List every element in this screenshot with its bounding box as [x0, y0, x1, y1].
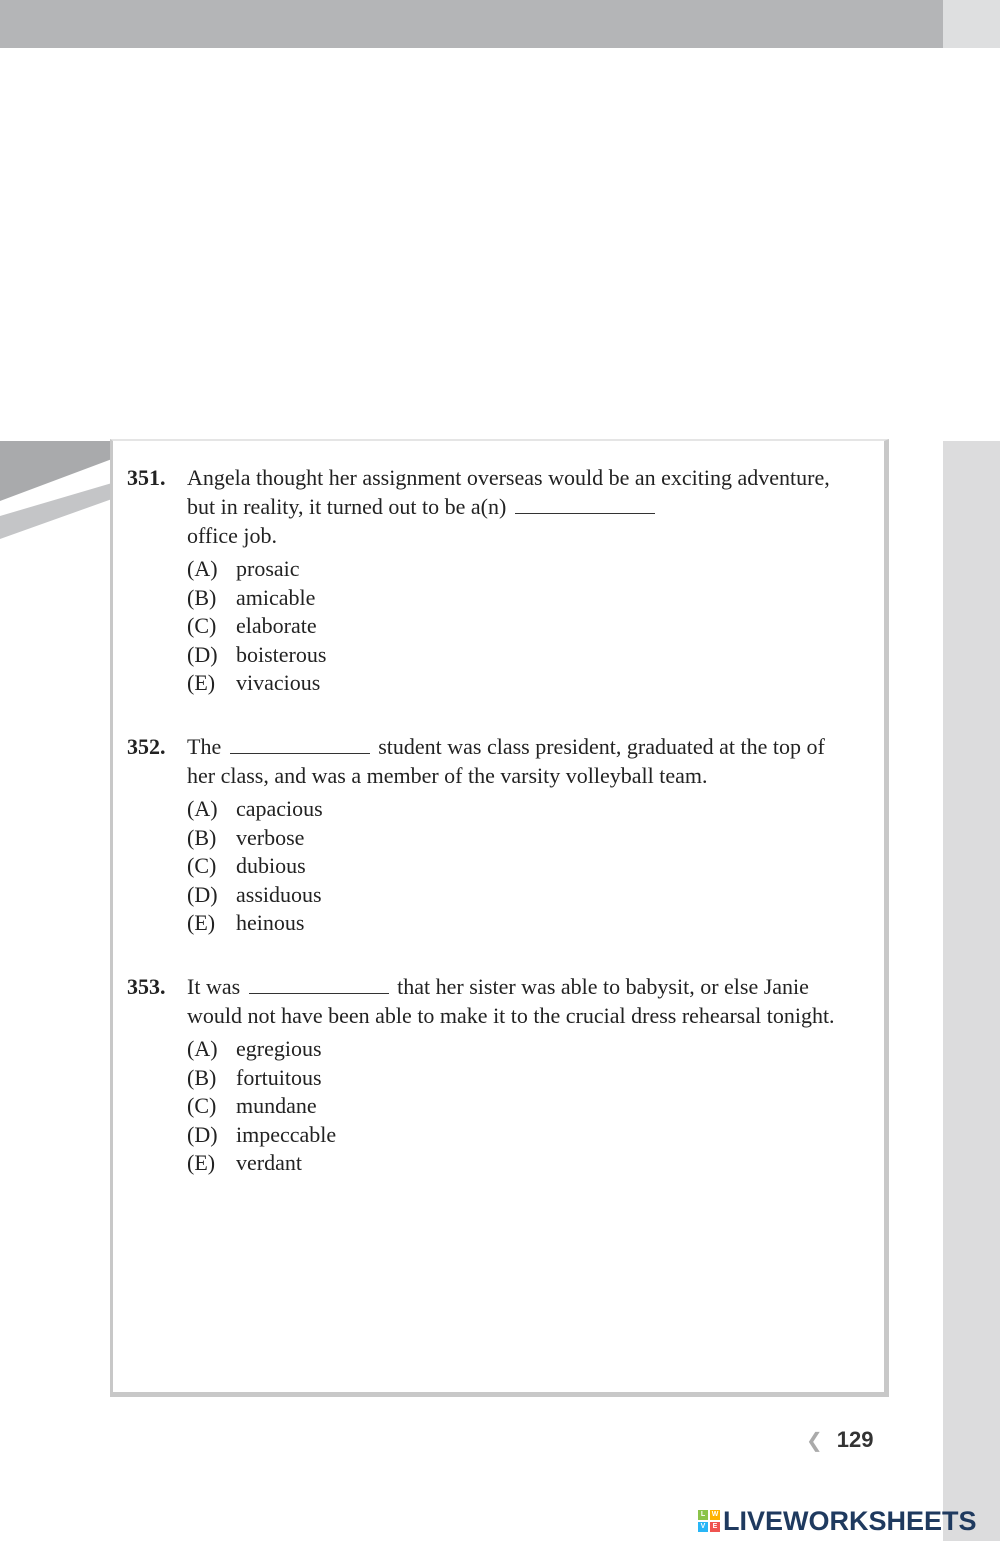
option-d[interactable]	[187, 1121, 847, 1150]
logo-letter: V	[698, 1522, 708, 1532]
option-text: impeccable	[236, 1121, 337, 1147]
options-list	[187, 555, 847, 698]
question-351	[127, 463, 847, 698]
liveworksheets-brand	[698, 1503, 977, 1539]
option-d[interactable]	[187, 641, 847, 670]
top-header-bar	[0, 0, 943, 48]
option-letter: (C)	[187, 613, 217, 638]
option-text: fortuitous	[236, 1064, 322, 1090]
option-letter: (D)	[187, 881, 218, 907]
logo-letter: E	[710, 1522, 720, 1532]
option-letter: (B)	[187, 584, 217, 610]
option-text: mundane	[236, 1093, 317, 1118]
option-text: vivacious	[236, 670, 321, 695]
option-d[interactable]	[187, 881, 847, 910]
option-text: egregious	[236, 1036, 322, 1061]
option-letter: (D)	[187, 641, 218, 667]
option-letter: (A)	[187, 556, 218, 581]
options-list	[187, 795, 847, 938]
question-number: 352.	[127, 734, 166, 759]
option-text: assiduous	[236, 881, 322, 907]
option-e[interactable]	[187, 909, 847, 938]
option-c[interactable]	[187, 612, 847, 641]
question-stem	[187, 463, 847, 550]
option-text: verdant	[236, 1150, 302, 1175]
answer-blank[interactable]	[249, 974, 389, 994]
option-text: capacious	[236, 796, 323, 821]
stem-text: office job.	[187, 523, 278, 548]
page-number	[806, 1427, 873, 1453]
option-letter: (C)	[187, 1093, 217, 1118]
option-e[interactable]	[187, 669, 847, 698]
question-353	[127, 972, 847, 1178]
question-box	[110, 439, 889, 1397]
question-stem	[187, 732, 847, 790]
option-letter: (E)	[187, 910, 216, 935]
question-number: 353.	[127, 974, 166, 999]
option-text: dubious	[236, 853, 306, 878]
right-side-bar	[943, 441, 1000, 1541]
answer-blank[interactable]	[230, 734, 370, 754]
stem-text: The	[187, 734, 222, 759]
stem-text: student was class president, graduated at the top of her class, and was a member of the varsity volleyball team.	[187, 734, 825, 788]
option-b[interactable]	[187, 584, 847, 613]
question-352	[127, 732, 847, 938]
option-b[interactable]	[187, 1064, 847, 1093]
option-letter: (A)	[187, 1036, 218, 1061]
option-a[interactable]	[187, 1035, 847, 1064]
option-text: boisterous	[236, 641, 327, 667]
stem-text: Angela thought her assignment overseas would be an exciting adventure, but in reality, it turned out to be a(n)	[187, 465, 830, 519]
answer-blank[interactable]	[515, 494, 655, 514]
option-letter: (E)	[187, 1150, 216, 1175]
option-letter: (B)	[187, 824, 217, 850]
options-list	[187, 1035, 847, 1178]
option-text: elaborate	[236, 613, 317, 638]
page-number-value: 129	[836, 1427, 874, 1452]
option-c[interactable]	[187, 852, 847, 881]
option-letter: (D)	[187, 1121, 218, 1147]
option-a[interactable]	[187, 555, 847, 584]
logo-letter: W	[711, 1511, 719, 1518]
logo-letter: L	[698, 1510, 708, 1520]
question-stem	[187, 972, 847, 1030]
option-text: prosaic	[236, 556, 300, 581]
brand-name: LIVEWORKSHEETS	[723, 1505, 977, 1536]
option-text: amicable	[236, 584, 316, 610]
option-a[interactable]	[187, 795, 847, 824]
liveworksheets-logo-icon	[698, 1510, 720, 1532]
option-letter: (A)	[187, 796, 218, 821]
question-number: 351.	[127, 465, 166, 490]
decorative-stripes	[0, 441, 112, 551]
chevron-left-icon: ❮	[806, 1430, 823, 1452]
option-letter: (C)	[187, 853, 217, 878]
option-letter: (E)	[187, 670, 216, 695]
option-text: verbose	[236, 824, 305, 850]
option-e[interactable]	[187, 1149, 847, 1178]
stem-text: that her sister was able to babysit, or else Janie would not have been able to make it to the crucial dress rehearsal tonight.	[187, 974, 835, 1028]
option-b[interactable]	[187, 824, 847, 853]
top-header-bar-edge	[943, 0, 1000, 48]
option-c[interactable]	[187, 1092, 847, 1121]
option-text: heinous	[236, 910, 305, 935]
option-letter: (B)	[187, 1064, 217, 1090]
stem-text: It was	[187, 974, 241, 999]
